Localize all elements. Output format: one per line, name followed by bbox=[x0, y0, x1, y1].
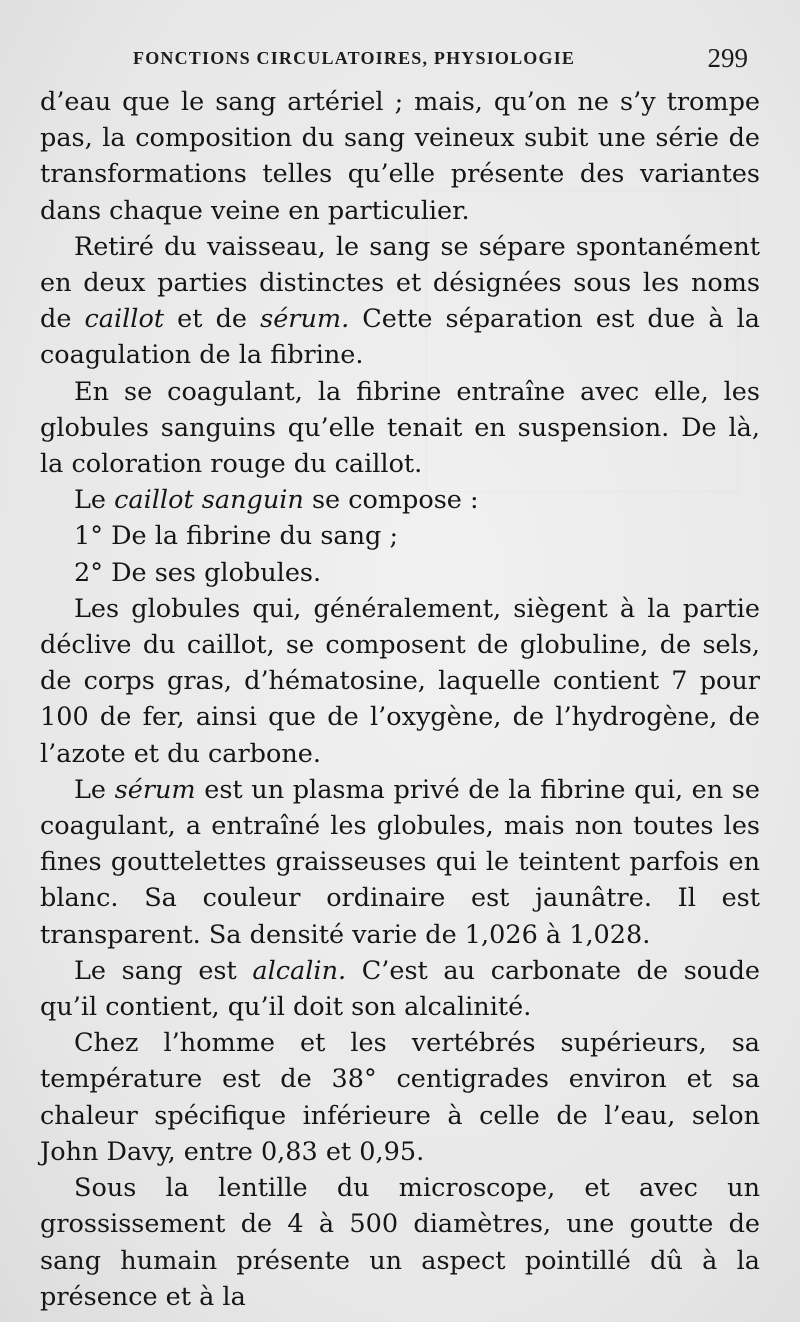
paragraph bbox=[40, 1025, 760, 1170]
text-run: Chez l’homme et les vertébrés supérieurs, sa température est de 38° centigrades environ et sa chaleur spécifique inférieure à celle de l’eau, selon John Davy, entre 0,83 et 0,95. bbox=[40, 1028, 760, 1167]
list-item bbox=[40, 518, 760, 554]
running-head bbox=[0, 40, 800, 76]
text-run: C’est au carbonate de soude qu’il contient, qu’il doit son alcalinité. bbox=[40, 955, 760, 1023]
page-number: 299 bbox=[707, 43, 748, 73]
italic-term: sérum. bbox=[260, 304, 350, 335]
text-run: Retiré du vaisseau, le sang se sépare spontanément en deux parties distinctes et désignées sous les noms de bbox=[40, 231, 760, 335]
text-run: se compose : bbox=[303, 485, 479, 516]
italic-term: sérum bbox=[114, 774, 196, 805]
text-run: et de bbox=[164, 304, 261, 335]
paragraph bbox=[40, 374, 760, 483]
paragraph bbox=[40, 84, 760, 229]
text-run: Le bbox=[74, 774, 115, 805]
text-run: Les globules qui, généralement, siègent à la partie déclive du caillot, se composent de globuline, de sels, de corps gras, d’hématosine, laquelle contient 7 pour 100 de fer, ainsi que de l’oxygène, de l’hydrogène, de l’azote et du carbone. bbox=[40, 593, 760, 769]
body-text bbox=[40, 84, 760, 1315]
text-run: 1° De la fibrine du sang ; bbox=[74, 521, 399, 552]
text-run: Sous la lentille du microscope, et avec un grossissement de 4 à 500 diamètres, une goutte de sang humain présente un aspect pointillé dû à la présence et à la bbox=[40, 1173, 760, 1312]
text-run: Le bbox=[74, 485, 115, 516]
text-run: Le sang est bbox=[74, 955, 253, 986]
running-title: FONCTIONS CIRCULATOIRES, PHYSIOLOGIE bbox=[133, 48, 576, 68]
text-run: est un plasma privé de la fibrine qui, en se coagulant, a entraîné les globules, mais non toutes les fines gouttelettes graisseuses qui le teintent parfois en blanc. Sa couleur ordinaire est jaunâtre. Il est transparent. Sa densité varie de 1,026 à 1,028. bbox=[40, 774, 760, 950]
paragraph bbox=[40, 772, 760, 953]
list-item bbox=[40, 555, 760, 591]
paragraph bbox=[40, 229, 760, 374]
paragraph bbox=[40, 953, 760, 1025]
italic-term: alcalin. bbox=[252, 955, 347, 986]
text-run: En se coagulant, la fibrine entraîne avec elle, les globules sanguins qu’elle tenait en suspension. De là, la coloration rouge du caillot. bbox=[40, 376, 760, 480]
paragraph bbox=[40, 591, 760, 772]
italic-term: caillot bbox=[84, 304, 165, 335]
italic-term: caillot sanguin bbox=[114, 485, 304, 516]
text-run: Cette séparation est due à la coagulation de la fibrine. bbox=[40, 304, 761, 371]
text-run: 2° De ses globules. bbox=[74, 557, 322, 588]
paragraph bbox=[40, 482, 760, 518]
paragraph bbox=[40, 1170, 760, 1315]
text-run: d’eau que le sang artériel ; mais, qu’on ne s’y trompe pas, la composition du sang veineux subit une série de transformations telles qu’elle présente des variantes dans chaque veine en particulier. bbox=[40, 87, 760, 226]
